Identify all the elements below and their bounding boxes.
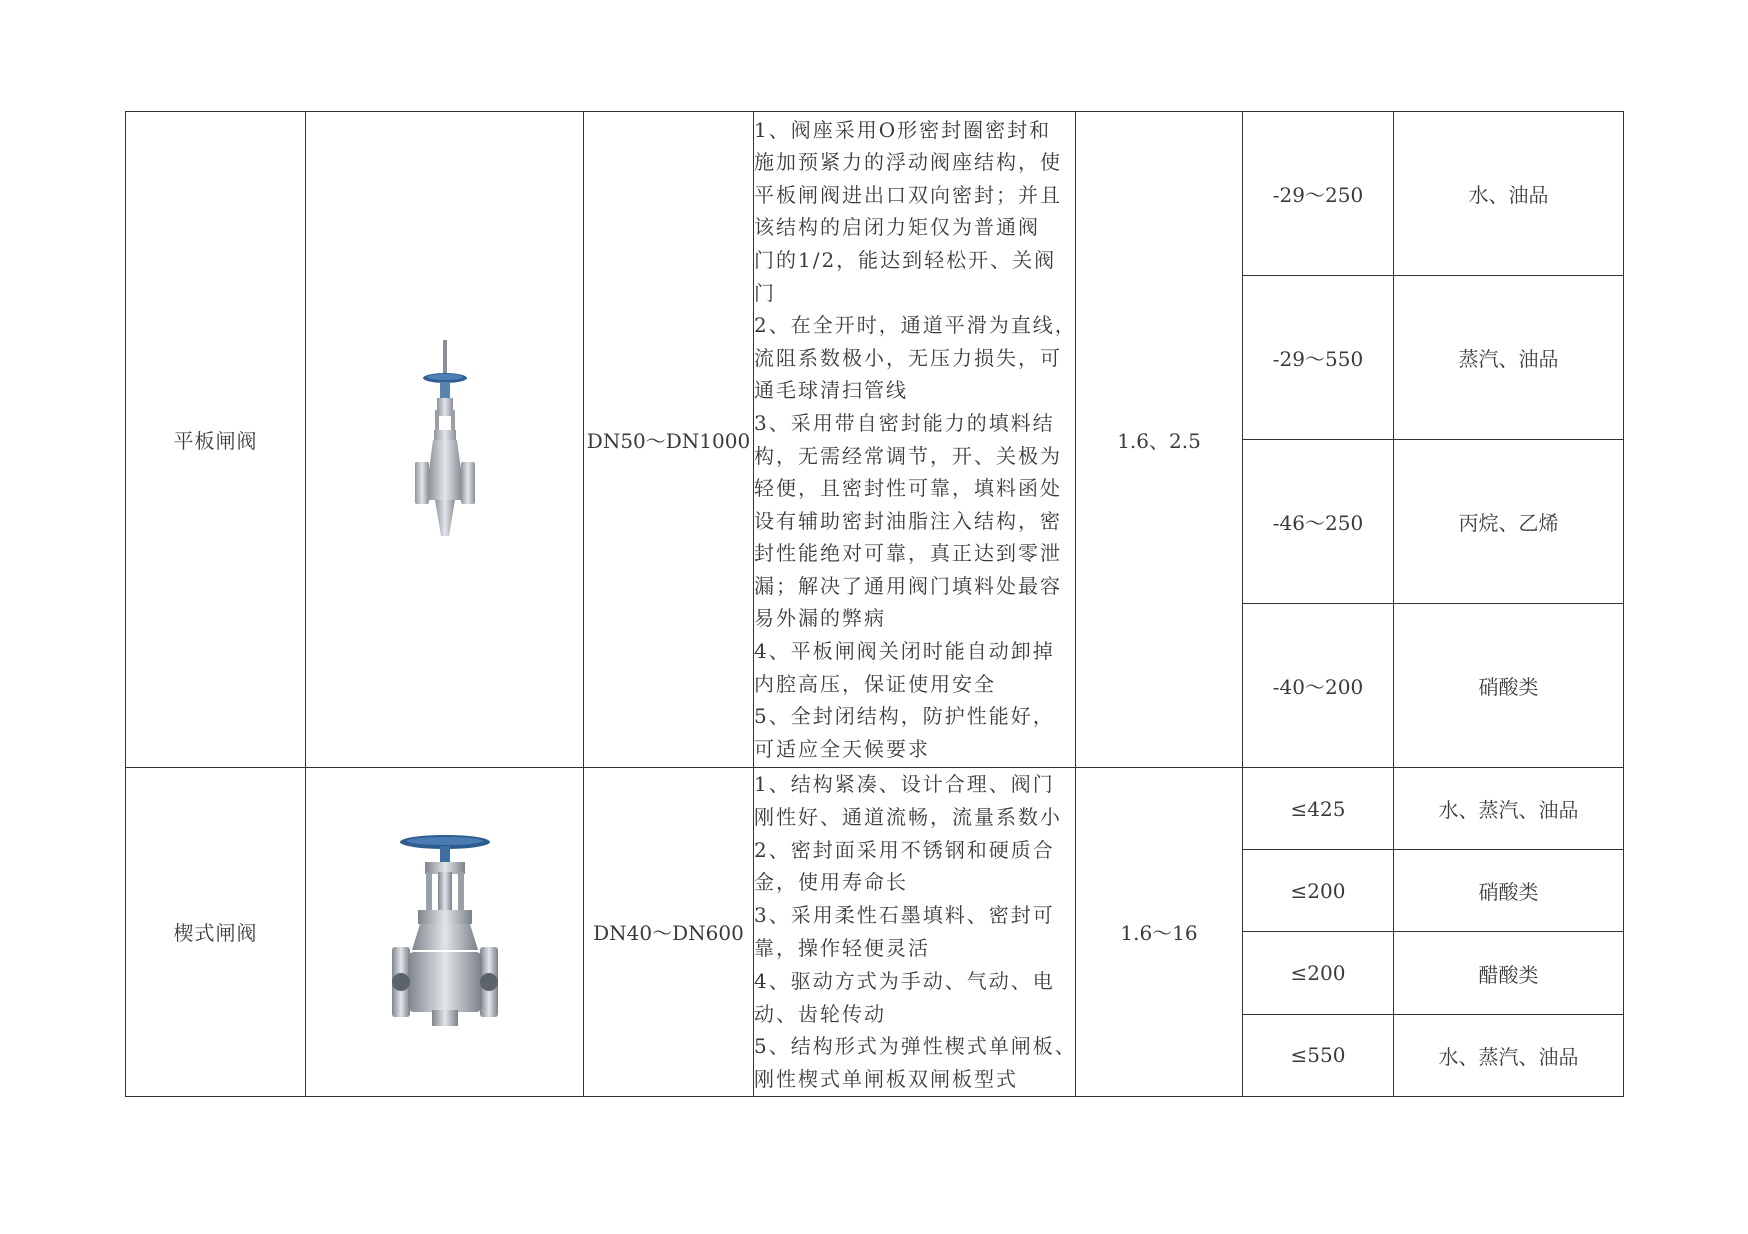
gate-valve-wedge-icon	[390, 832, 500, 1032]
medium-cell: 蒸汽、油品	[1394, 276, 1624, 440]
feature-line: 构，无需经常调节，开、关极为	[754, 443, 1062, 468]
feature-line: 金，使用寿命长	[754, 870, 908, 895]
temperature-cell: ≤550	[1243, 1014, 1394, 1096]
feature-line: 轻便，且密封性可靠，填料函处	[754, 476, 1062, 501]
feature-line: 可适应全天候要求	[754, 736, 930, 761]
feature-line: 漏；解决了通用阀门填料处最容	[754, 573, 1062, 598]
temperature-cell: -29～550	[1243, 276, 1394, 440]
medium-cell: 醋酸类	[1394, 932, 1624, 1014]
temperature-cell: ≤425	[1243, 768, 1394, 850]
gate-valve-slab-icon	[405, 340, 485, 540]
feature-line: 5、结构形式为弹性楔式单闸板、	[754, 1034, 1077, 1059]
feature-line: 2、密封面采用不锈钢和硬质合	[754, 837, 1055, 862]
medium-cell: 水、油品	[1394, 112, 1624, 276]
size-range-cell: DN50～DN1000	[584, 112, 754, 768]
feature-line: 4、平板闸阀关闭时能自动卸掉	[754, 639, 1055, 664]
feature-line: 平板闸阀进出口双向密封；并且	[754, 182, 1062, 207]
feature-line: 该结构的启闭力矩仅为普通阀	[754, 215, 1040, 240]
size-range-cell: DN40～DN600	[584, 768, 754, 1097]
features-cell	[754, 768, 1076, 1097]
feature-line: 1、结构紧凑、设计合理、阀门	[754, 772, 1055, 796]
feature-line: 流阻系数极小，无压力损失，可	[754, 345, 1062, 370]
temperature-cell: -29～250	[1243, 112, 1394, 276]
medium-cell: 硝酸类	[1394, 604, 1624, 768]
temperature-cell: -40～200	[1243, 604, 1394, 768]
feature-line: 2、在全开时，通道平滑为直线，	[754, 313, 1077, 338]
valve-spec-table	[125, 111, 1624, 1097]
feature-line: 设有辅助密封油脂注入结构，密	[754, 508, 1062, 533]
temperature-cell: ≤200	[1243, 932, 1394, 1014]
feature-line: 1、阀座采用O形密封圈密封和	[754, 117, 1052, 142]
feature-line: 门	[754, 280, 776, 305]
feature-line: 4、驱动方式为手动、气动、电	[754, 968, 1055, 993]
medium-cell: 丙烷、乙烯	[1394, 440, 1624, 604]
feature-line: 易外漏的弊病	[754, 606, 886, 631]
feature-line: 刚性楔式单闸板双闸板型式	[754, 1067, 1018, 1092]
pressure-cell: 1.6、2.5	[1076, 112, 1243, 768]
feature-line: 刚性好、通道流畅，流量系数小	[754, 804, 1062, 829]
medium-cell: 硝酸类	[1394, 850, 1624, 932]
valve-name-cell: 平板闸阀	[126, 112, 306, 768]
feature-line: 5、全封闭结构，防护性能好，	[754, 704, 1055, 729]
feature-line: 门的1/2，能达到轻松开、关阀	[754, 247, 1057, 272]
features-cell	[754, 112, 1076, 768]
temperature-cell: ≤200	[1243, 850, 1394, 932]
table-row	[126, 768, 1624, 850]
table-row	[126, 112, 1624, 276]
feature-line: 通毛球清扫管线	[754, 378, 908, 403]
feature-line: 3、采用带自密封能力的填料结	[754, 410, 1055, 435]
valve-name-cell: 楔式闸阀	[126, 768, 306, 1097]
pressure-cell: 1.6～16	[1076, 768, 1243, 1097]
temperature-cell: -46～250	[1243, 440, 1394, 604]
feature-line: 施加预紧力的浮动阀座结构，使	[754, 150, 1062, 175]
feature-line: 靠，操作轻便灵活	[754, 935, 930, 960]
valve-image-cell	[306, 112, 584, 768]
feature-line: 3、采用柔性石墨填料、密封可	[754, 903, 1055, 928]
medium-cell: 水、蒸汽、油品	[1394, 768, 1624, 850]
valve-image-cell	[306, 768, 584, 1097]
feature-line: 动、齿轮传动	[754, 1001, 886, 1026]
feature-line: 封性能绝对可靠，真正达到零泄	[754, 541, 1062, 566]
feature-line: 内腔高压，保证使用安全	[754, 671, 996, 696]
medium-cell: 水、蒸汽、油品	[1394, 1014, 1624, 1096]
